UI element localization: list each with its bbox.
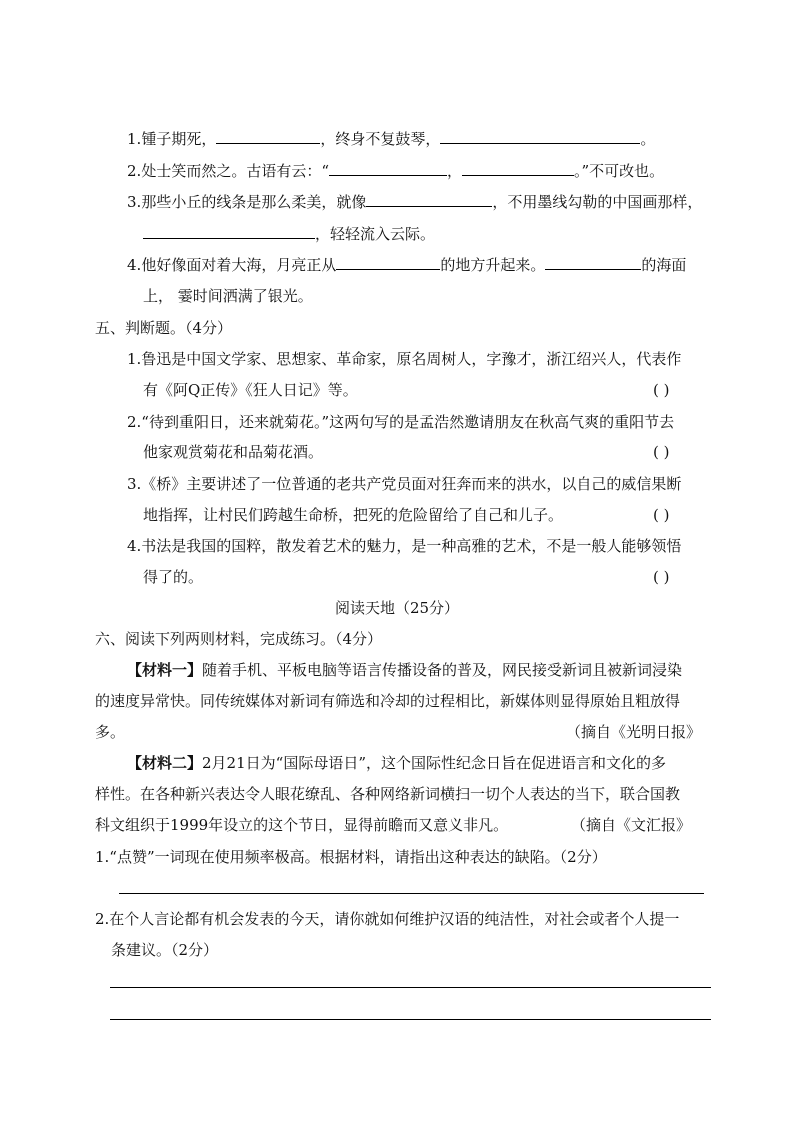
fill-question-1 — [127, 127, 655, 149]
question-text: ，不用墨线勾勒的中国画那样， — [492, 193, 703, 211]
material-1-line3: 多。 — [95, 723, 126, 741]
question-number: 2. — [127, 162, 142, 180]
reading-question-1: 1.“点赞”一词现在使用频率极高。根据材料，请指出这种表达的缺陷。（2分） — [95, 848, 607, 866]
question-text: 。 — [640, 130, 656, 148]
question-text: 处士笑而然之。古语有云：“ — [141, 162, 329, 180]
question-text: 他好像面对着大海，月亮正从 — [141, 256, 337, 274]
material-1-line1 — [127, 659, 682, 681]
question-number: 1. — [127, 130, 142, 148]
judge-item-1-answer-box[interactable]: ( ) — [653, 381, 670, 399]
material-2-line3: 科文组织于1999年设立的这个节日，显得前瞻而又意义非凡。 — [95, 816, 509, 834]
question-text: 那些小丘的线条是那么柔美，就像 — [141, 193, 367, 211]
judge-item-2-answer-box[interactable]: ( ) — [653, 443, 670, 461]
fill-question-3 — [127, 190, 702, 212]
judge-item-2-line2: 他家观赏菊花和品菊花酒。 — [143, 443, 324, 461]
question-number: 4. — [127, 256, 142, 274]
reading-section-title: 阅读天地（25分） — [334, 599, 460, 617]
answer-blank[interactable] — [143, 222, 315, 239]
answer-line[interactable] — [110, 987, 711, 988]
answer-line[interactable] — [119, 893, 704, 894]
question-text: 的地方升起来。 — [440, 256, 546, 274]
question-text: ， — [446, 162, 462, 180]
question-text: 。”不可改也。 — [574, 162, 665, 180]
material-2-source: （摘自《文汇报》 — [571, 816, 692, 834]
question-text: ，终身不复鼓琴， — [320, 130, 441, 148]
material-2-line1 — [127, 752, 666, 774]
material-2-tag: 【材料二】 — [127, 754, 203, 772]
reading-question-2-line2: 条建议。（2分） — [111, 941, 219, 959]
answer-blank[interactable] — [366, 190, 492, 207]
judge-item-2-line1: 2.“待到重阳日，还来就菊花。”这两句写的是孟浩然邀请朋友在秋高气爽的重阳节去 — [127, 413, 675, 431]
fill-question-3-cont — [143, 222, 435, 244]
material-1-tag: 【材料一】 — [127, 661, 203, 679]
question-text: ，轻轻流入云际。 — [315, 225, 436, 243]
judge-item-4-line2: 得了的。 — [143, 568, 204, 586]
answer-blank[interactable] — [462, 159, 574, 176]
judge-item-1-line2: 有《阿Q正传》《狂人日记》等。 — [143, 381, 358, 399]
answer-blank[interactable] — [216, 127, 320, 144]
question-number: 3. — [127, 193, 142, 211]
answer-blank[interactable] — [545, 253, 641, 270]
answer-blank[interactable] — [336, 253, 440, 270]
question-text: 锺子期死， — [141, 130, 217, 148]
reading-question-2-line1: 2.在个人言论都有机会发表的今天，请你就如何维护汉语的纯洁性，对社会或者个人提一 — [95, 910, 680, 928]
judge-item-4-line1: 4.书法是我国的国粹，散发着艺术的魅力，是一种高雅的艺术，不是一般人能够领悟 — [127, 537, 682, 555]
judge-item-3-answer-box[interactable]: ( ) — [653, 506, 670, 524]
material-1-line2: 的速度异常快。同传统媒体对新词有筛选和冷却的过程相比，新媒体则显得原始且粗放得 — [95, 692, 681, 710]
fill-question-4-cont: 上， 霎时间洒满了银光。 — [143, 287, 313, 305]
answer-blank[interactable] — [440, 127, 640, 144]
section-5-title: 五、判断题。（4分） — [95, 319, 233, 337]
fill-question-2 — [127, 159, 664, 181]
answer-line[interactable] — [110, 1019, 711, 1020]
question-text: 的海面 — [641, 256, 687, 274]
judge-item-3-line2: 地指挥，让村民们跨越生命桥，把死的危险留给了自己和儿子。 — [143, 506, 564, 524]
fill-question-4 — [127, 253, 686, 275]
material-1-text: 随着手机、平板电脑等语言传播设备的普及，网民接受新词且被新词浸染 — [202, 661, 683, 679]
judge-item-4-answer-box[interactable]: ( ) — [653, 568, 670, 586]
judge-item-1-line1: 1.鲁迅是中国文学家、思想家、革命家，原名周树人，字豫才，浙江绍兴人，代表作 — [127, 350, 682, 368]
section-6-title: 六、阅读下列两则材料，完成练习。（4分） — [95, 630, 383, 648]
material-2-text: 2月21日为“国际母语日”，这个国际性纪念日旨在促进语言和文化的多 — [202, 754, 666, 772]
material-2-line2: 样性。在各种新兴表达令人眼花缭乱、各种网络新词横扫一切个人表达的当下，联合国教 — [95, 785, 681, 803]
judge-item-3-line1: 3.《桥》主要讲述了一位普通的老共产党员面对狂奔而来的洪水，以自己的威信果断 — [127, 475, 682, 493]
material-1-source: （摘自《光明日报》 — [566, 723, 702, 741]
answer-blank[interactable] — [329, 159, 447, 176]
